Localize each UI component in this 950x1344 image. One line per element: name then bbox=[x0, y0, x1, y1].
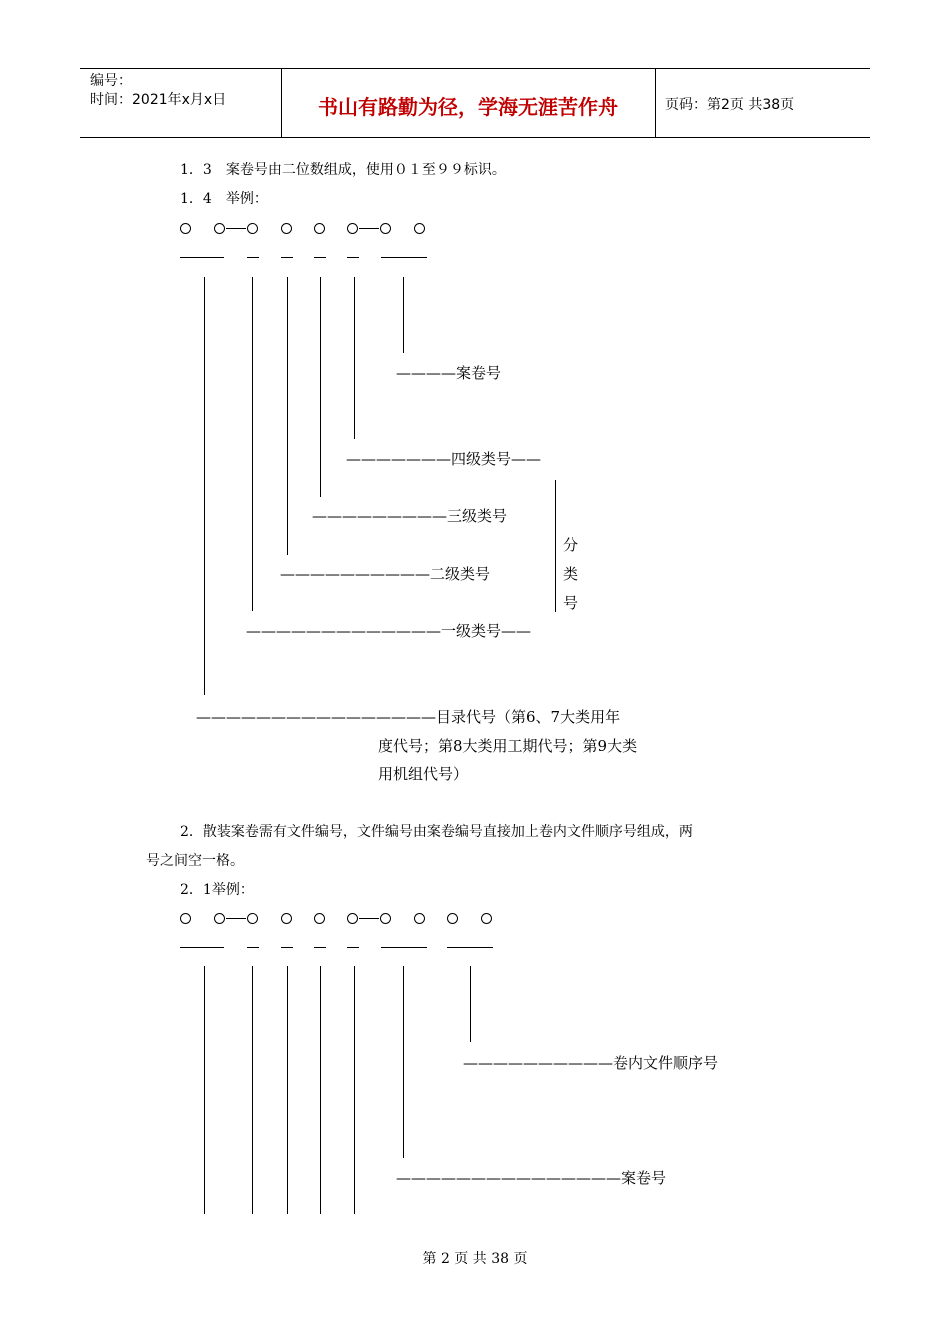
connector bbox=[287, 277, 288, 555]
header-number: 编号： bbox=[90, 73, 132, 89]
underline bbox=[314, 257, 326, 258]
underline bbox=[281, 947, 293, 948]
code-digit bbox=[180, 223, 191, 234]
line-1-4: 1．4 举例： bbox=[180, 191, 268, 207]
code-digit bbox=[414, 223, 425, 234]
header-motto: 书山有路勤为径，学海无涯苦作舟 bbox=[318, 95, 618, 119]
label-level1: —————————————一级类号—— bbox=[246, 622, 532, 640]
code-digit bbox=[281, 913, 292, 924]
code-digit bbox=[414, 913, 425, 924]
code-hyphen bbox=[359, 918, 379, 919]
header-divider bbox=[655, 69, 656, 137]
connector bbox=[287, 966, 288, 1214]
underline bbox=[180, 947, 224, 948]
code-hyphen bbox=[226, 918, 246, 919]
code-digit bbox=[347, 223, 358, 234]
code-digit bbox=[214, 223, 225, 234]
code-digit bbox=[380, 913, 391, 924]
underline bbox=[447, 947, 493, 948]
code-digit bbox=[314, 223, 325, 234]
label-case-no: ———————————————案卷号 bbox=[396, 1169, 667, 1187]
code-digit bbox=[214, 913, 225, 924]
label-file-seq: ——————————卷内文件顺序号 bbox=[463, 1054, 719, 1072]
label-classification: 分 bbox=[563, 536, 579, 554]
connector bbox=[403, 277, 404, 353]
code-digit bbox=[247, 913, 258, 924]
header-time: 时间：2021年x月x日 bbox=[90, 92, 227, 108]
page-footer: 第 2 页 共 38 页 bbox=[422, 1251, 528, 1267]
line-1-3: 1．3 案卷号由二位数组成，使用０１至９９标识。 bbox=[180, 162, 506, 178]
underline bbox=[381, 257, 427, 258]
connector bbox=[204, 966, 205, 1214]
label-catalog-cont: 度代号；第8大类用工期代号；第9大类 bbox=[378, 737, 638, 755]
line-2-1: 2．1举例： bbox=[180, 882, 254, 898]
code-digit bbox=[447, 913, 458, 924]
para-2-line1: 2．散装案卷需有文件编号，文件编号由案卷编号直接加上卷内文件顺序号组成，两 bbox=[180, 824, 693, 840]
underline bbox=[247, 947, 259, 948]
label-case-no: ————案卷号 bbox=[396, 364, 502, 382]
underline bbox=[347, 257, 359, 258]
label-catalog-cont: 用机组代号） bbox=[378, 765, 469, 783]
label-classification: 号 bbox=[563, 594, 579, 612]
header-page: 页码：第2页 共38页 bbox=[665, 97, 795, 113]
label-level3: —————————三级类号 bbox=[312, 507, 508, 525]
underline bbox=[347, 947, 359, 948]
code-digit bbox=[180, 913, 191, 924]
connector bbox=[252, 966, 253, 1214]
label-catalog: ————————————————目录代号（第6、7大类用年 bbox=[196, 708, 621, 726]
header-meta bbox=[90, 72, 226, 110]
connector bbox=[320, 277, 321, 497]
label-classification: 类 bbox=[563, 565, 579, 583]
connector bbox=[403, 966, 404, 1158]
connector bbox=[204, 277, 205, 695]
page-header bbox=[80, 68, 870, 138]
connector bbox=[354, 966, 355, 1214]
label-level4: ———————四级类号—— bbox=[346, 450, 542, 468]
connector bbox=[555, 480, 556, 612]
code-digit bbox=[380, 223, 391, 234]
underline bbox=[381, 947, 427, 948]
underline bbox=[314, 947, 326, 948]
connector bbox=[320, 966, 321, 1214]
connector bbox=[252, 277, 253, 611]
underline bbox=[281, 257, 293, 258]
para-2-line2: 号之间空一格。 bbox=[146, 853, 244, 869]
code-hyphen bbox=[226, 228, 246, 229]
underline bbox=[180, 257, 224, 258]
code-digit bbox=[247, 223, 258, 234]
connector bbox=[470, 966, 471, 1042]
code-digit bbox=[281, 223, 292, 234]
connector bbox=[354, 277, 355, 439]
code-digit bbox=[481, 913, 492, 924]
code-digit bbox=[347, 913, 358, 924]
label-level2: ——————————二级类号 bbox=[280, 565, 491, 583]
code-hyphen bbox=[359, 228, 379, 229]
underline bbox=[247, 257, 259, 258]
code-digit bbox=[314, 913, 325, 924]
